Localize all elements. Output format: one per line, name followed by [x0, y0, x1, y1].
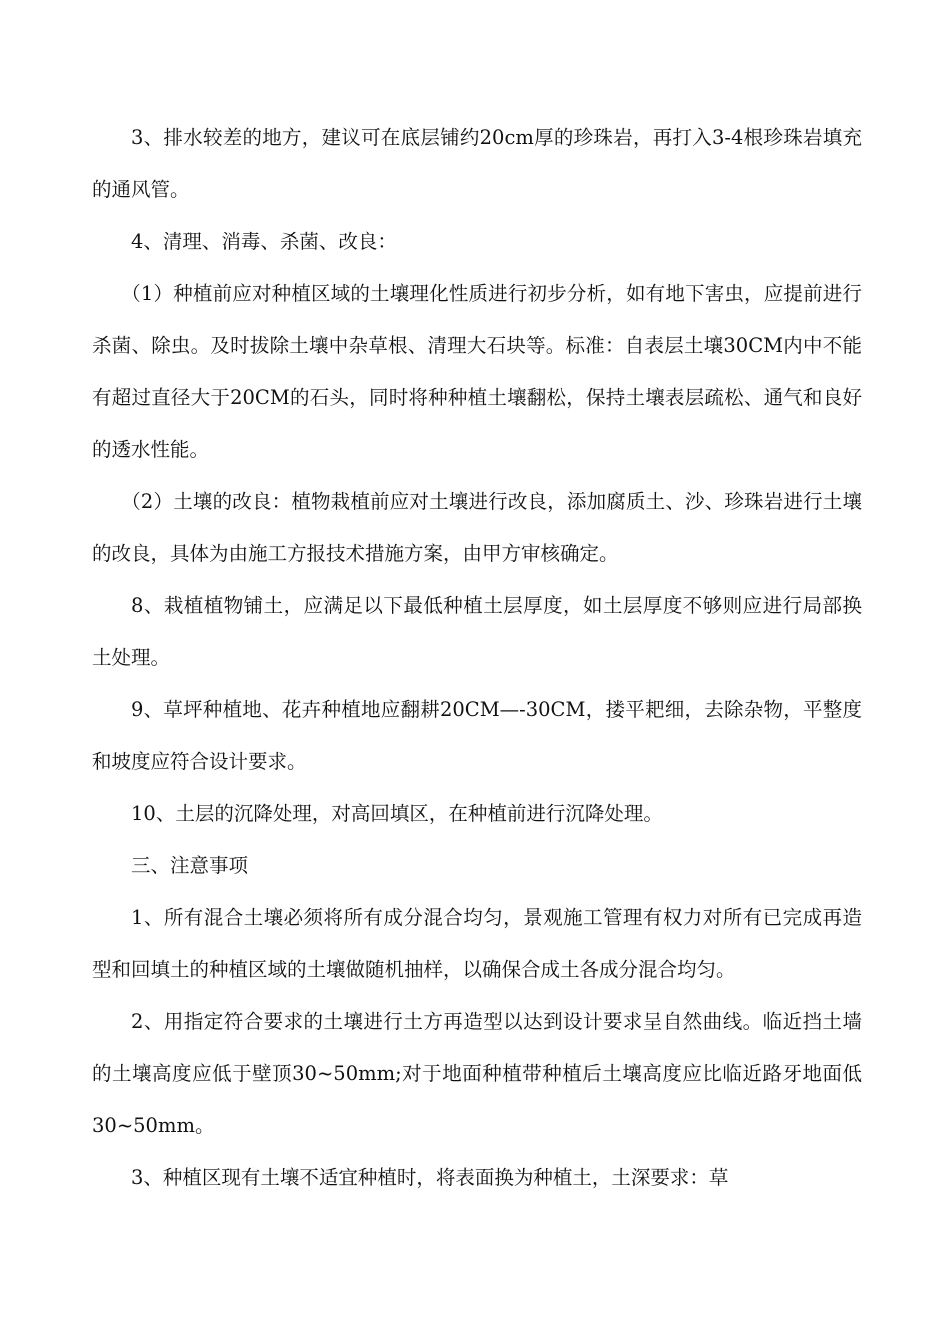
paragraph-settlement: 10、土层的沉降处理，对高回填区，在种植前进行沉降处理。 — [131, 802, 663, 825]
paragraph-planting-soil: 8、栽植植物铺土，应满足以下最低种植土层厚度，如土层厚度不够则应进行局部换土处理。 — [92, 594, 862, 669]
document-body — [92, 112, 862, 1204]
paragraph-soil-analysis: （1）种植前应对种植区域的土壤理化性质进行初步分析，如有地下害虫，应提前进行杀菌、除虫。及时拔除土壤中杂草根、清理大石块等。标准：自表层土壤30CM内中不能有超过直径大于20CM的石头，同时将种种植土壤翻松，保持土壤表层疏松、通气和良好的透水性能。 — [92, 282, 862, 461]
paragraph-drainage: 3、排水较差的地方，建议可在底层铺约20cm厚的珍珠岩，再打入3-4根珍珠岩填充的通风管。 — [92, 126, 862, 201]
paragraph-soil-replacement: 3、种植区现有土壤不适宜种植时，将表面换为种植土，土深要求：草 — [131, 1166, 729, 1189]
paragraph-mixing: 1、所有混合土壤必须将所有成分混合均匀，景观施工管理有权力对所有已完成再造型和回填土的种植区域的土壤做随机抽样，以确保合成土各成分混合均匀。 — [92, 906, 862, 981]
paragraph-soil-improvement: （2）土壤的改良：植物栽植前应对土壤进行改良，添加腐质土、沙、珍珠岩进行土壤的改良，具体为由施工方报技术措施方案，由甲方审核确定。 — [92, 490, 862, 565]
paragraph-lawn-tilling: 9、草坪种植地、花卉种植地应翻耕20CM—-30CM，搂平耙细，去除杂物，平整度和坡度应符合设计要求。 — [92, 698, 862, 773]
paragraph-reshaping: 2、用指定符合要求的土壤进行土方再造型以达到设计要求呈自然曲线。临近挡土墙的土壤高度应低于壁顶30~50mm;对于地面种植带种植后土壤高度应比临近路牙地面低30~50mm。 — [92, 1010, 862, 1137]
section-heading-notes: 三、注意事项 — [131, 854, 249, 877]
paragraph-cleanup-heading: 4、清理、消毒、杀菌、改良： — [131, 230, 397, 253]
